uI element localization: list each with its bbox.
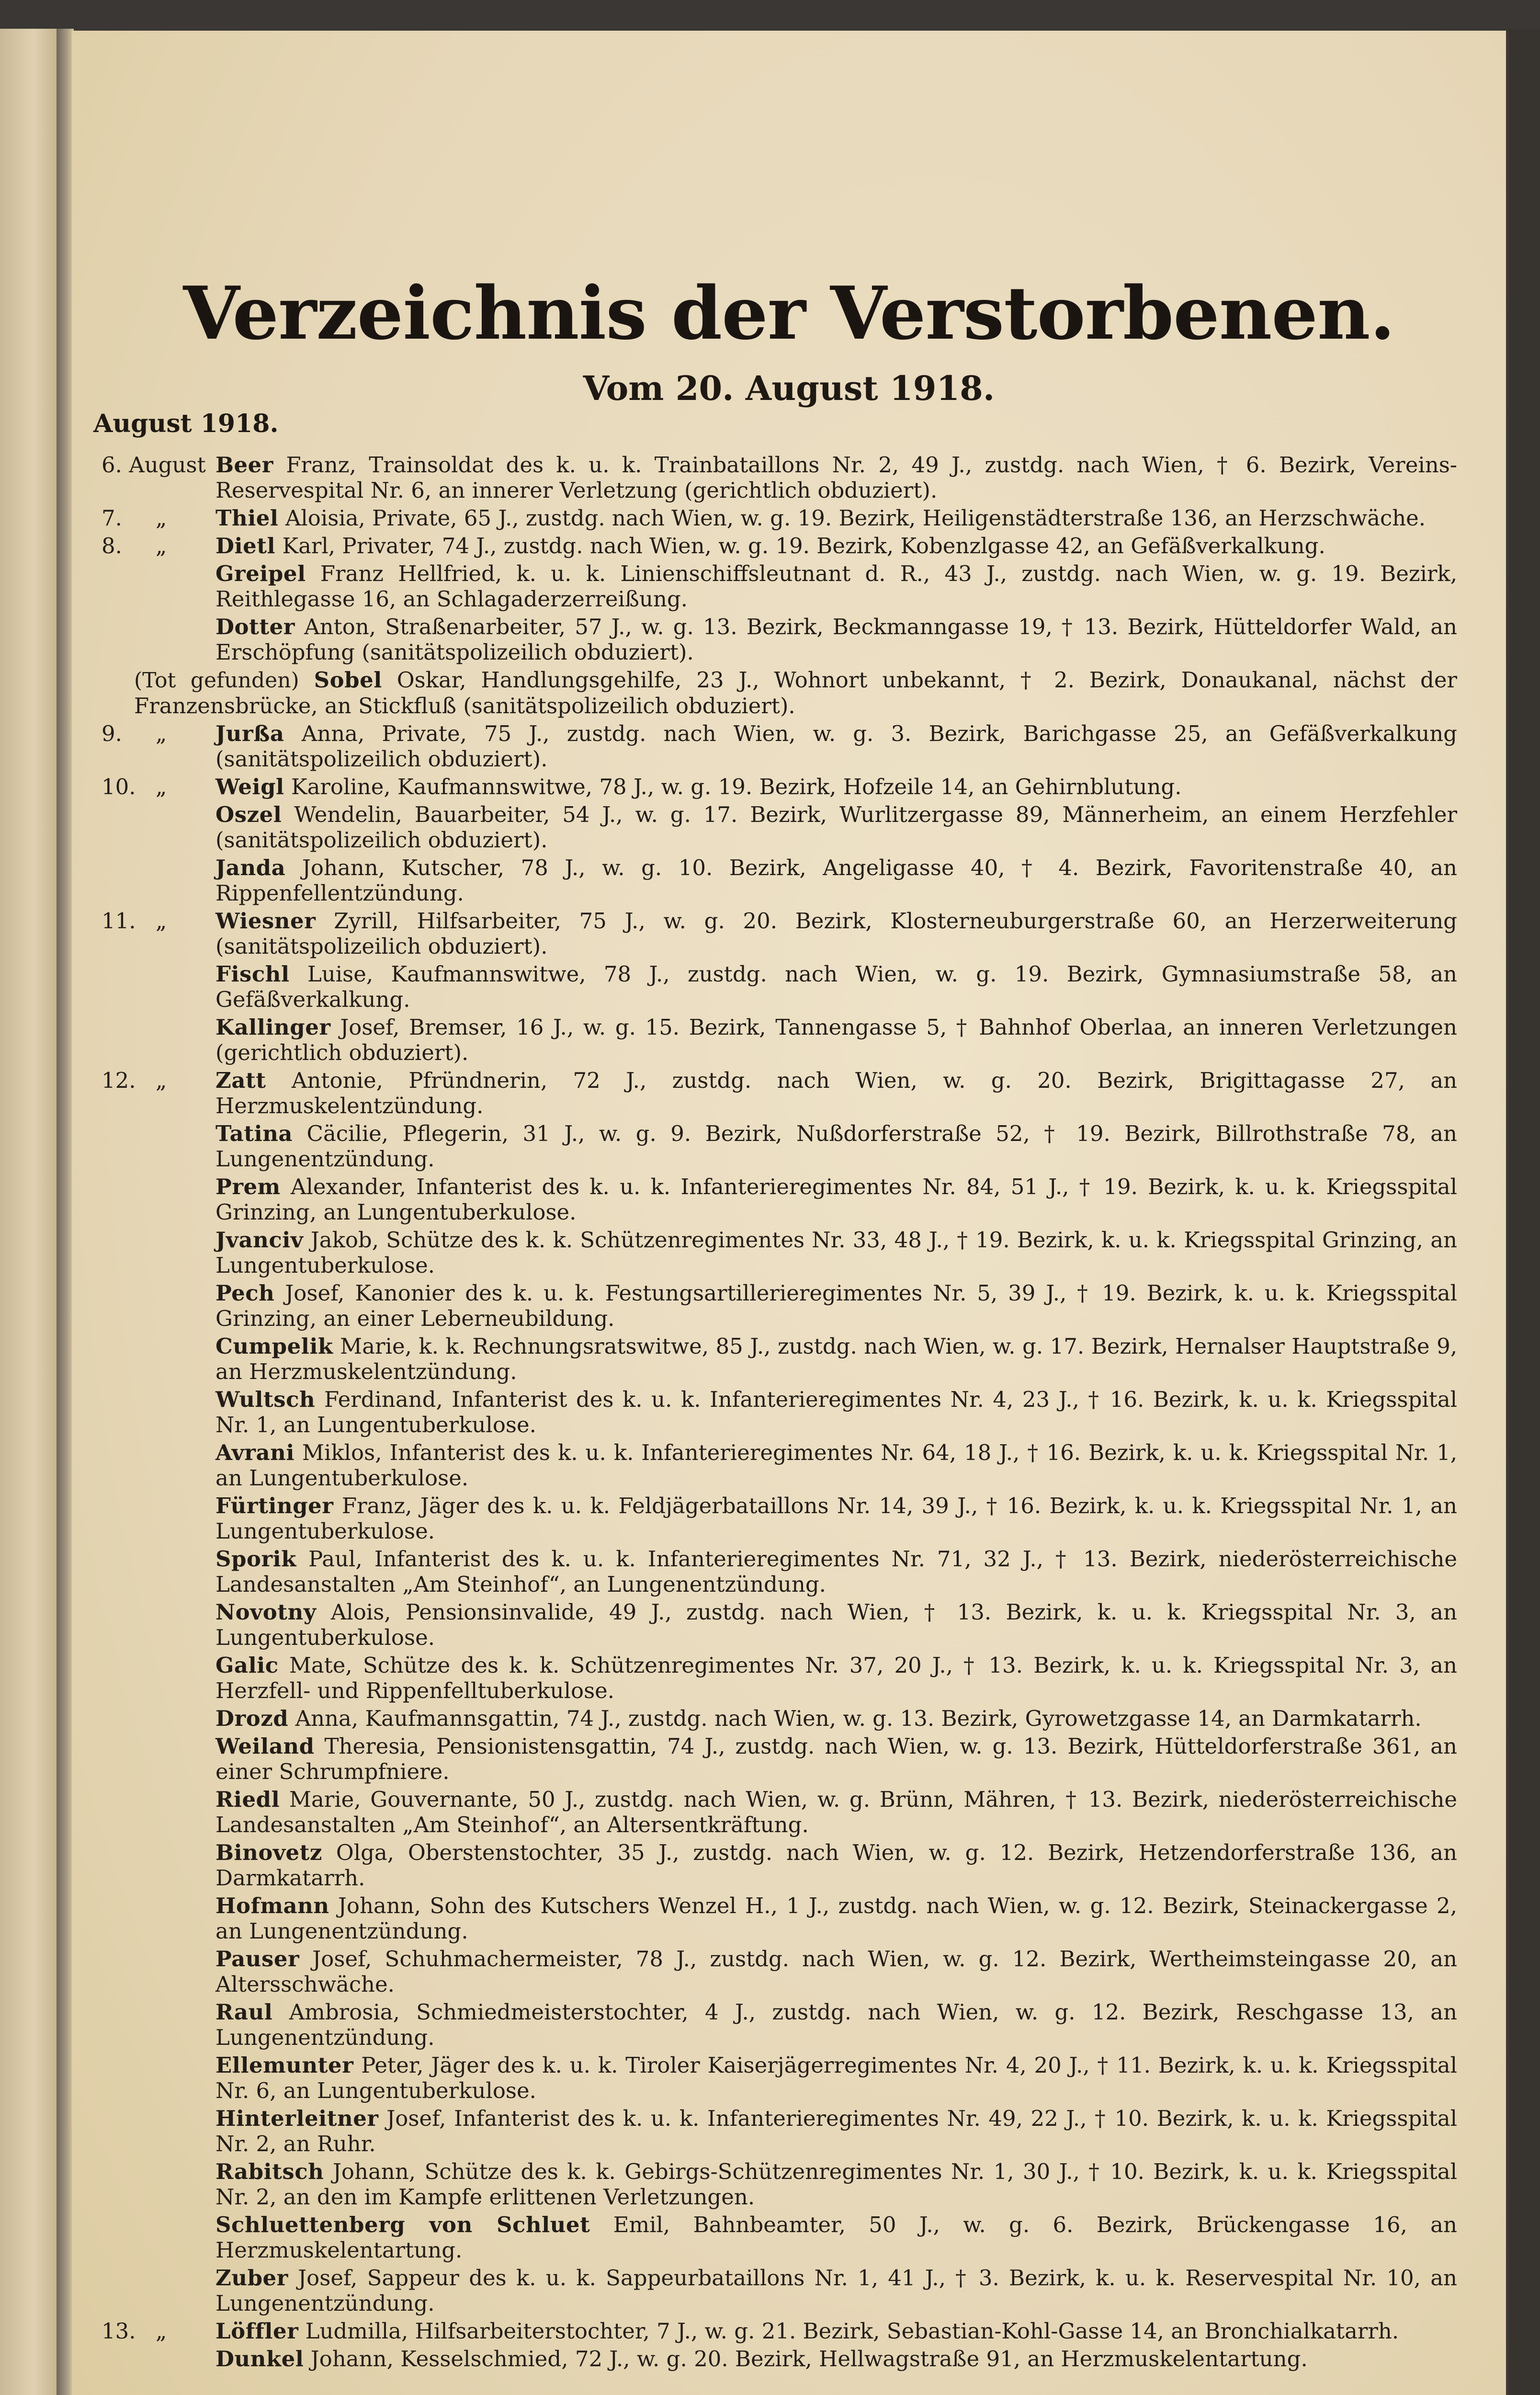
register-entry (72, 1840, 1506, 1891)
entry-details: Marie, Gouvernante, 50 J., zustdg. nach Wien, w. g. Brünn, Mähren, † 13. Bezirk, niederösterreichische Landesanstalten „Am Steinhof“, an Altersentkräftung. (215, 1787, 1457, 1837)
entry-details: Marie, k. k. Rechnungsratswitwe, 85 J., zustdg. nach Wien, w. g. 17. Bezirk, Hernalser Hauptstraße 9, an Herzmuskelentzündung. (215, 1334, 1457, 1384)
register-entry (72, 1653, 1506, 1703)
entry-details: Franz Hellfried, k. u. k. Linienschiffsleutnant d. R., 43 J., zustdg. nach Wien, w. g. 19. Bezirk, Reithlegasse 16, an Schlagaderzerreißung. (215, 561, 1458, 612)
entry-details: Antonie, Pfründnerin, 72 J., zustdg. nach Wien, w. g. 20. Bezirk, Brigittagasse 27, an Herzmuskelentzündung. (215, 1068, 1458, 1118)
register-entry (72, 2053, 1506, 2103)
entry-body (215, 2265, 1457, 2316)
register-entry (72, 533, 1506, 559)
deceased-surname: Beer (215, 452, 274, 478)
entry-body (215, 561, 1457, 612)
entry-body (215, 1227, 1457, 1278)
register-entry (72, 2346, 1506, 2372)
deceased-surname: Thiel (215, 505, 279, 531)
register-entry (72, 1599, 1506, 1650)
death-register (72, 452, 1506, 2372)
entry-body (215, 1999, 1457, 2050)
entry-body (215, 855, 1457, 906)
register-entry (72, 1015, 1506, 1065)
register-entry (72, 1387, 1506, 1437)
entry-date: 12. (102, 1068, 136, 1093)
entry-body (215, 2053, 1457, 2103)
register-entry (72, 1893, 1506, 1944)
adjacent-page-edge (0, 29, 59, 2395)
entry-details: Karl, Privater, 74 J., zustdg. nach Wien, w. g. 19. Bezirk, Kobenzlgasse 42, an Gefäßverkalkung. (282, 533, 1325, 559)
deceased-surname: Dietl (215, 533, 276, 559)
register-entry (72, 2159, 1506, 2210)
entry-body (215, 533, 1457, 559)
deceased-surname: Dotter (215, 614, 295, 639)
register-entry (72, 2212, 1506, 2263)
register-entry (72, 1280, 1506, 1331)
entry-body (215, 1440, 1457, 1491)
entry-body (215, 1946, 1457, 1997)
entry-details: Josef, Bremser, 16 J., w. g. 15. Bezirk, Tannengasse 5, † Bahnhof Oberlaa, an inneren Verletzungen (gerichtlich obduziert). (215, 1015, 1457, 1065)
register-entry (72, 2106, 1506, 2156)
entry-body (215, 1387, 1457, 1437)
deceased-surname: Fischl (215, 961, 290, 987)
deceased-surname: Zuber (215, 2265, 288, 2291)
deceased-surname: Binovetz (215, 1840, 322, 1865)
entry-body (215, 1734, 1457, 1784)
entry-body (215, 1893, 1457, 1944)
entry-body (215, 1174, 1457, 1225)
entry-date: 13. (102, 2318, 136, 2344)
entry-body (215, 2212, 1457, 2263)
entry-body (215, 908, 1457, 959)
deceased-surname: Pauser (215, 1946, 300, 1972)
entry-details: Zyrill, Hilfsarbeiter, 75 J., w. g. 20. Bezirk, Klosterneuburgerstraße 60, an Herzerweiterung (sanitätspolizeilich obduziert). (215, 908, 1457, 959)
entry-details: Johann, Sohn des Kutschers Wenzel H., 1 J., zustdg. nach Wien, w. g. 12. Bezirk, Steinackergasse 2, an Lungenentzündung. (215, 1893, 1457, 1944)
entry-details: Mate, Schütze des k. k. Schützenregimentes Nr. 37, 20 J., † 13. Bezirk, k. u. k. Kriegsspital Nr. 3, an Herzfell- und Rippenfelltuberkulose. (215, 1653, 1457, 1703)
entry-details: Cäcilie, Pflegerin, 31 J., w. g. 9. Bezirk, Nußdorferstraße 52, † 19. Bezirk, Billrothstraße 78, an Lungenentzündung. (215, 1121, 1457, 1172)
entry-body (215, 1280, 1457, 1331)
register-entry (72, 908, 1506, 959)
entry-body (134, 667, 1457, 718)
entry-note: (Tot gefunden) (134, 668, 299, 693)
deceased-surname: Sobel (314, 667, 382, 693)
entry-body (215, 802, 1457, 853)
entry-details: Josef, Infanterist des k. u. k. Infanterieregimentes Nr. 49, 22 J., † 10. Bezirk, k. u. k. Kriegsspital Nr. 2, an Ruhr. (215, 2106, 1457, 2156)
deceased-surname: Sporik (215, 1546, 296, 1572)
deceased-surname: Janda (215, 855, 286, 880)
deceased-surname: Novotny (215, 1599, 317, 1625)
deceased-surname: Prem (215, 1174, 281, 1199)
entry-body (215, 721, 1457, 772)
entry-date: 11. (102, 908, 136, 934)
entry-details: Johann, Kutscher, 78 J., w. g. 10. Bezirk, Angeligasse 40, † 4. Bezirk, Favoritenstraße 40, an Rippenfellentzündung. (215, 855, 1457, 906)
entry-details: Franz, Jäger des k. u. k. Feldjägerbataillons Nr. 14, 39 J., † 16. Bezirk, k. u. k. Kriegsspital Nr. 1, an Lungentuberkulose. (215, 1493, 1457, 1544)
entry-date: 7. (102, 505, 122, 531)
entry-body (215, 1787, 1457, 1837)
book-spine (57, 29, 74, 2395)
entry-body (215, 1840, 1457, 1891)
entry-details: Josef, Sappeur des k. u. k. Sappeurbataillons Nr. 1, 41 J., † 3. Bezirk, k. u. k. Reservespital Nr. 10, an Lungenentzündung. (215, 2265, 1458, 2316)
page-title: Verzeichnis der Verstorbenen. (183, 270, 1395, 356)
register-entry (72, 1334, 1506, 1384)
register-entry (72, 1734, 1506, 1784)
entry-body (215, 452, 1457, 503)
deceased-surname: Avrani (215, 1440, 294, 1465)
deceased-surname: Hofmann (215, 1893, 329, 1918)
entry-body (215, 1546, 1457, 1597)
register-entry (72, 505, 1506, 531)
register-entry (72, 1227, 1506, 1278)
entry-details: Ferdinand, Infanterist des k. u. k. Infanterieregimentes Nr. 4, 23 J., † 16. Bezirk, k. u. k. Kriegsspital Nr. 1, an Lungentuberkulose. (215, 1387, 1457, 1437)
register-entry (72, 561, 1506, 612)
register-entry (72, 1787, 1506, 1837)
deceased-surname: Hinterleitner (215, 2106, 379, 2131)
entry-details: Theresia, Pensionistensgattin, 74 J., zustdg. nach Wien, w. g. 13. Bezirk, Hütteldorferstraße 361, an einer Schrumpfniere. (215, 1734, 1457, 1784)
entry-details: Emil, Bahnbeamter, 50 J., w. g. 6. Bezirk, Brückengasse 16, an Herzmuskelentartung. (215, 2212, 1457, 2263)
entry-details: Oskar, Handlungsgehilfe, 23 J., Wohnort unbekannt, † 2. Bezirk, Donaukanal, nächst der Franzensbrücke, an Stickfluß (sanitätspolizeilich obduziert). (134, 667, 1458, 718)
entry-date: 6. August (102, 452, 206, 478)
entry-details: Alexander, Infanterist des k. u. k. Infanterieregimentes Nr. 84, 51 J., † 19. Bezirk, k. u. k. Kriegsspital Grinzing, an Lungentuberkulose. (215, 1174, 1457, 1225)
entry-body (215, 2159, 1457, 2210)
deceased-surname: Drozd (215, 1706, 289, 1731)
register-entry (72, 1174, 1506, 1225)
deceased-surname: Tatina (215, 1121, 293, 1146)
register-entry (72, 1999, 1506, 2050)
deceased-surname: Greipel (215, 561, 306, 586)
deceased-surname: Raul (215, 1999, 273, 2025)
deceased-surname: Riedl (215, 1787, 280, 1812)
entry-details: Peter, Jäger des k. u. k. Tiroler Kaiserjägerregimentes Nr. 4, 20 J., † 11. Bezirk, k. u. k. Kriegsspital Nr. 6, an Lungentuberkulose. (215, 2053, 1457, 2103)
entry-body (215, 1599, 1457, 1650)
scan-border-right (1508, 29, 1540, 2395)
register-entry (72, 774, 1506, 799)
ditto-mark: „ (156, 908, 167, 934)
deceased-surname: Weigl (215, 774, 284, 799)
deceased-surname: Kallinger (215, 1015, 331, 1040)
entry-details: Olga, Oberstenstochter, 35 J., zustdg. nach Wien, w. g. 12. Bezirk, Hetzendorferstraße 136, an Darmkatarrh. (215, 1840, 1457, 1891)
register-entry (72, 2318, 1506, 2344)
entry-details: Miklos, Infanterist des k. u. k. Infanterieregimentes Nr. 64, 18 J., † 16. Bezirk, k. u. k. Kriegsspital Nr. 1, an Lungentuberkulose. (215, 1440, 1457, 1491)
register-entry (72, 1440, 1506, 1491)
deceased-surname: Pech (215, 1280, 275, 1306)
entry-details: Anna, Kaufmannsgattin, 74 J., zustdg. nach Wien, w. g. 13. Bezirk, Gyrowetzgasse 14, an Darmkatarrh. (295, 1706, 1422, 1731)
entry-date: 8. (102, 533, 122, 559)
page-subtitle: Vom 20. August 1918. (583, 368, 995, 408)
entry-details: Anton, Straßenarbeiter, 57 J., w. g. 13. Bezirk, Beckmanngasse 19, † 13. Bezirk, Hütteldorfer Wald, an Erschöpfung (sanitätspolizeilich obduziert). (215, 614, 1458, 665)
ditto-mark: „ (156, 1068, 167, 1093)
register-entry (72, 1946, 1506, 1997)
deceased-surname: Löffler (215, 2318, 299, 2344)
entry-details: Alois, Pensionsinvalide, 49 J., zustdg. nach Wien, † 13. Bezirk, k. u. k. Kriegsspital Nr. 3, an Lungentuberkulose. (215, 1599, 1457, 1650)
register-entry (72, 1121, 1506, 1172)
deceased-surname: Fürtinger (215, 1493, 334, 1518)
ditto-mark: „ (156, 505, 167, 531)
entry-details: Luise, Kaufmannswitwe, 78 J., zustdg. nach Wien, w. g. 19. Bezirk, Gymnasiumstraße 58, an Gefäßverkalkung. (215, 961, 1458, 1012)
entry-body (215, 961, 1457, 1012)
entry-details: Wendelin, Bauarbeiter, 54 J., w. g. 17. Bezirk, Wurlitzergasse 89, Männerheim, an einem Herzfehler (sanitätspolizeilich obduziert). (215, 802, 1457, 853)
entry-details: Paul, Infanterist des k. u. k. Infanterieregimentes Nr. 71, 32 J., † 13. Bezirk, niederösterreichische Landesanstalten „Am Steinhof“, an Lungenentzündung. (215, 1546, 1457, 1597)
entry-body (215, 774, 1457, 799)
register-entry (72, 855, 1506, 906)
register-entry (72, 667, 1506, 718)
entry-details: Ludmilla, Hilfsarbeiterstochter, 7 J., w. g. 21. Bezirk, Sebastian-Kohl-Gasse 14, an Bronchialkatarrh. (305, 2318, 1399, 2344)
entry-details: Franz, Trainsoldat des k. u. k. Trainbataillons Nr. 2, 49 J., zustdg. nach Wien, † 6. Bezirk, Vereins-Reservespital Nr. 6, an innerer Verletzung (gerichtlich obduziert). (215, 452, 1457, 503)
entry-body (215, 2318, 1457, 2344)
deceased-surname: Cumpelik (215, 1334, 333, 1359)
register-entry (72, 721, 1506, 772)
ditto-mark: „ (156, 533, 167, 559)
entry-body (215, 1068, 1457, 1118)
entry-details: Jakob, Schütze des k. k. Schützenregimentes Nr. 33, 48 J., † 19. Bezirk, k. u. k. Kriegsspital Grinzing, an Lungentuberkulose. (215, 1227, 1458, 1278)
entry-details: Karoline, Kaufmannswitwe, 78 J., w. g. 19. Bezirk, Hofzeile 14, an Gehirnblutung. (291, 774, 1182, 799)
deceased-surname: Wultsch (215, 1387, 316, 1412)
register-entry (72, 1068, 1506, 1118)
deceased-surname: Dunkel (215, 2346, 304, 2372)
register-entry (72, 802, 1506, 853)
entry-body (215, 1334, 1457, 1384)
ditto-mark: „ (156, 774, 167, 799)
deceased-surname: Jvanciv (215, 1227, 304, 1253)
entry-body (215, 1493, 1457, 1544)
entry-details: Josef, Kanonier des k. u. k. Festungsartillerieregimentes Nr. 5, 39 J., † 19. Bezirk, k. u. k. Kriegsspital Grinzing, an einer Leberneubildung. (215, 1280, 1457, 1331)
entry-details: Aloisia, Private, 65 J., zustdg. nach Wien, w. g. 19. Bezirk, Heiligenstädterstraße 136, an Herzschwäche. (285, 505, 1426, 531)
entry-body (215, 614, 1457, 665)
entry-details: Johann, Schütze des k. k. Gebirgs-Schützenregimentes Nr. 1, 30 J., † 10. Bezirk, k. u. k. Kriegsspital Nr. 2, an den im Kampfe erlittenen Verletzungen. (215, 2159, 1457, 2210)
deceased-surname: Weiland (215, 1734, 315, 1759)
document-page (72, 31, 1506, 2395)
deceased-surname: Galic (215, 1653, 279, 1678)
entry-date: 9. (102, 721, 122, 746)
register-entry (72, 452, 1506, 503)
register-entry (72, 1706, 1506, 1731)
entry-details: Anna, Private, 75 J., zustdg. nach Wien, w. g. 3. Bezirk, Barichgasse 25, an Gefäßverkalkung (sanitätspolizeilich obduziert). (215, 721, 1457, 772)
entry-body (215, 505, 1457, 531)
entry-body (215, 1121, 1457, 1172)
entry-details: Josef, Schuhmachermeister, 78 J., zustdg. nach Wien, w. g. 12. Bezirk, Wertheimsteingasse 20, an Altersschwäche. (215, 1946, 1458, 1997)
deceased-surname: Zatt (215, 1068, 266, 1093)
deceased-surname: Rabitsch (215, 2159, 324, 2184)
ditto-mark: „ (156, 2318, 167, 2344)
entry-body (215, 1653, 1457, 1703)
month-heading: August 1918. (93, 409, 279, 438)
register-entry (72, 614, 1506, 665)
entry-body (215, 1706, 1457, 1731)
entry-body (215, 1015, 1457, 1065)
entry-body (215, 2106, 1457, 2156)
scan-border-top (0, 0, 1540, 34)
register-entry (72, 2265, 1506, 2316)
deceased-surname: Ellemunter (215, 2053, 354, 2078)
register-entry (72, 1546, 1506, 1597)
entry-body (215, 2346, 1457, 2372)
entry-date: 10. (102, 774, 136, 799)
entry-details: Johann, Kesselschmied, 72 J., w. g. 20. Bezirk, Hellwagstraße 91, an Herzmuskelentartung. (310, 2346, 1308, 2372)
register-entry (72, 1493, 1506, 1544)
deceased-surname: Oszel (215, 802, 282, 827)
deceased-surname: Schluettenberg von Schluet (215, 2212, 590, 2237)
deceased-surname: Jurßa (215, 721, 284, 746)
deceased-surname: Wiesner (215, 908, 316, 934)
register-entry (72, 961, 1506, 1012)
ditto-mark: „ (156, 721, 167, 746)
entry-details: Ambrosia, Schmiedmeisterstochter, 4 J., zustdg. nach Wien, w. g. 12. Bezirk, Reschgasse 13, an Lungenentzündung. (215, 1999, 1457, 2050)
